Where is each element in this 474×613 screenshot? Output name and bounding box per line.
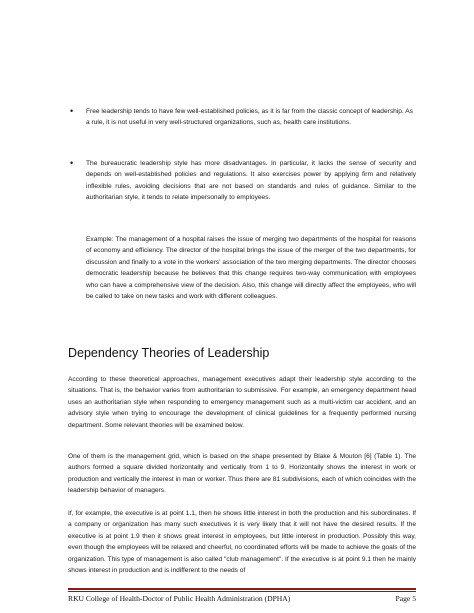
paragraph-text: According to these theoretical approaches, management executives adapt their leadership style according to the situations. That is, the behavior varies from authoritarian to submissive. For example, an emergency department head uses an authoritarian style when responding to emergency management such as a multi-victim car accident, and an advisory style when trying to encourage the development of clinical guidelines for a frequently performed nursing department. Some relevant theories will be examined below.	[68, 376, 416, 429]
paragraph-text: If, for example, the executive is at point 1.1, then he shows little interest in both the production and his subordinates. If a company or organization has many such executives it is very likely that it will not have the desired results. If the executive is at point 1.9 then it shows great interest in employees, but little interest in production. Possibly this way, even though the employees will be relaxed and cheerful, no coordinated efforts will be made to achieve the goals of the organization. This type of management is also called "club management". If the executive is at point 9.1 then he mainly shows interest in production and is indifferent to the needs of	[68, 510, 416, 575]
footer-divider	[68, 591, 416, 592]
page-footer	[68, 594, 416, 603]
body-paragraph	[68, 374, 416, 431]
bullet-text: Free leadership tends to have few well-established policies, as it is far from the classic concept of leadership. As a rule, it is not useful in very well-structured organizations, such as, health care institutions.	[86, 108, 413, 127]
bullet-text: The bureaucratic leadership style has more disadvantages. In particular, it lacks the sense of security and depends on well-established policies and regulations. It also exercises power by applying firm and relatively inflexible rules, avoiding decisions that are not based on standards and rules of guidance. Similar to the authoritarian style, it tends to relate impersonally to employees.	[86, 160, 416, 202]
page-number: Page 5	[395, 594, 416, 603]
body-paragraph	[68, 508, 416, 576]
bullet-icon: •	[70, 106, 74, 116]
bullet-item	[70, 158, 416, 204]
bullet-item	[70, 106, 416, 129]
body-paragraph	[68, 451, 416, 497]
bullet-icon: •	[70, 158, 74, 168]
footer-divider	[68, 588, 416, 590]
paragraph-text: One of them is the management grid, which is based on the shape presented by Blake & Mouton [6] (Table 1). The authors formed a square divided horizontally and vertically from 1 to 9. Horizontally shows the interest in work or production and vertically the interest in man or worker. Thus there are 81 subdivisions, each of which coincides with the leadership behavior of managers.	[68, 453, 416, 495]
footer-text: RKU College of Health-Doctor of Public Health Administration (DPHA)	[68, 594, 291, 603]
example-text: Example: The management of a hospital raises the issue of merging two departments of the hospital for reasons of economy and efficiency. The director of the hospital brings the issue of the merger of the two departments, for discussion and finally to a vote in the workers' association of the two merging departments. The director chooses democratic leadership because he believes that this change requires two-way communication with employees who can have a comprehensive view of the decision. Also, this change will directly affect the employees, who will be called to take on new tasks and work with different colleagues.	[86, 236, 416, 301]
example-paragraph	[86, 234, 416, 302]
section-heading: Dependency Theories of Leadership	[68, 346, 270, 360]
